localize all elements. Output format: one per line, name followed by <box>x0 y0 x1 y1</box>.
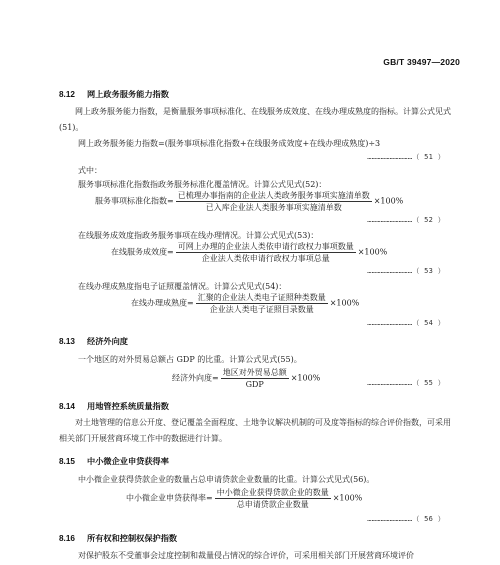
equation-number-56: …………………………（ 56 ） <box>367 515 445 523</box>
section-title: 网上政务服务能力指数 <box>87 90 169 99</box>
numerator: 地区对外贸易总额 <box>222 368 287 377</box>
numerator: 可网上办理的企业法人类依申请行政权力事项数量 <box>177 242 354 251</box>
paragraph-text: 网上政务服务能力指数，是衡量服务事项标准化、在线服务成效度、在线办理成熟度的指标。计算公式见式(51)。 <box>59 107 451 132</box>
formula-56 <box>126 488 362 509</box>
section-title: 用地管控系统质量指数 <box>87 402 169 411</box>
fraction <box>215 488 331 509</box>
paragraph-8-16-body: 对保护股东不受董事会过度控制和裁量侵占情况的综合评价，可采用相关部门开展营商环境评价 <box>78 551 414 560</box>
denominator: 企业法人类依申请行政权力事项总量 <box>201 254 330 263</box>
paragraph-8-14-body <box>59 415 454 447</box>
paragraph-text: 对土地管理的信息公开度、登记覆盖全面程度、土地争议解决机制的可及度等指标的综合评价指数，可采用相关部门开展营商环境工作中的数据进行计算。 <box>59 418 451 443</box>
definition-53: 在线服务成效度指政务服务事项在线办理情况。计算公式见式(53)： <box>78 231 319 240</box>
numerator: 中小微企业获得贷款企业的数量 <box>216 488 329 497</box>
formula-lhs: 经济外向度= <box>172 373 219 383</box>
numerator: 汇聚的企业法人类电子证照种类数量 <box>197 293 326 302</box>
numerator: 已梳理办事指南的企业法人类政务服务事项实施清单数 <box>177 191 370 200</box>
paragraph-8-13-intro: 一个地区的对外贸易总额占 GDP 的比重。计算公式见式(55)。 <box>78 355 302 364</box>
section-title: 中小微企业申贷获得率 <box>87 457 169 466</box>
equation-number-54: …………………………（ 54 ） <box>367 319 445 327</box>
fraction <box>176 191 372 212</box>
paragraph-8-15-intro: 中小微企业获得贷款企业的数量占总申请贷款企业数量的比重。计算公式见式(56)。 <box>78 475 375 484</box>
paragraph-8-12-intro <box>59 104 454 136</box>
section-number: 8.14 <box>59 402 75 411</box>
equation-number-51: …………………………（ 51 ） <box>367 153 445 161</box>
formula-tail: ×100% <box>332 493 363 503</box>
equation-number-55: …………………………（ 55 ） <box>367 379 445 387</box>
formula-lhs: 服务事项标准化指数= <box>95 196 174 206</box>
denominator: GDP <box>245 380 264 389</box>
formula-54 <box>131 293 359 314</box>
section-number: 8.13 <box>59 337 75 346</box>
formula-53 <box>111 242 387 263</box>
where-label: 式中： <box>78 166 102 175</box>
section-heading-8-16 <box>59 533 177 544</box>
denominator: 企业法人类电子证照目录数量 <box>209 305 314 314</box>
formula-tail: ×100% <box>329 298 360 308</box>
section-number: 8.12 <box>59 90 75 99</box>
section-title: 所有权和控制权保护指数 <box>87 534 178 543</box>
formula-tail: ×100% <box>373 196 404 206</box>
fraction <box>176 242 356 263</box>
section-heading-8-13 <box>59 336 128 347</box>
formula-lhs: 在线服务成效度= <box>111 247 174 257</box>
formula-55 <box>172 368 320 389</box>
equation-number-52: …………………………（ 52 ） <box>367 216 445 224</box>
formula-52 <box>95 191 403 212</box>
section-heading-8-15 <box>59 456 169 467</box>
section-title: 经济外向度 <box>87 337 128 346</box>
standard-code: GB/T 39497—2020 <box>383 57 460 67</box>
equation-number-53: …………………………（ 53 ） <box>367 267 445 275</box>
section-number: 8.16 <box>59 534 75 543</box>
fraction <box>196 293 328 314</box>
fraction <box>221 368 289 389</box>
formula-tail: ×100% <box>357 247 388 257</box>
formula-51: 网上政务服务能力指数=(服务事项标准化指数+在线服务成效度+在线办理成熟度)÷3 <box>78 139 381 148</box>
formula-lhs: 在线办理成熟度= <box>131 298 194 308</box>
section-heading-8-14 <box>59 401 169 412</box>
formula-tail: ×100% <box>290 373 321 383</box>
definition-54: 在线办理成熟度指电子证照覆盖情况。计算公式见式(54)： <box>78 282 287 291</box>
formula-lhs: 中小微企业申贷获得率= <box>126 493 213 503</box>
denominator: 总申请贷款企业数量 <box>236 500 309 509</box>
section-heading-8-12 <box>59 89 169 100</box>
definition-52: 服务事项标准化指数指政务服务标准化覆盖情况。计算公式见式(52)： <box>78 180 327 189</box>
denominator: 已入库企业法人类服务事项实施清单数 <box>205 203 342 212</box>
section-number: 8.15 <box>59 457 75 466</box>
